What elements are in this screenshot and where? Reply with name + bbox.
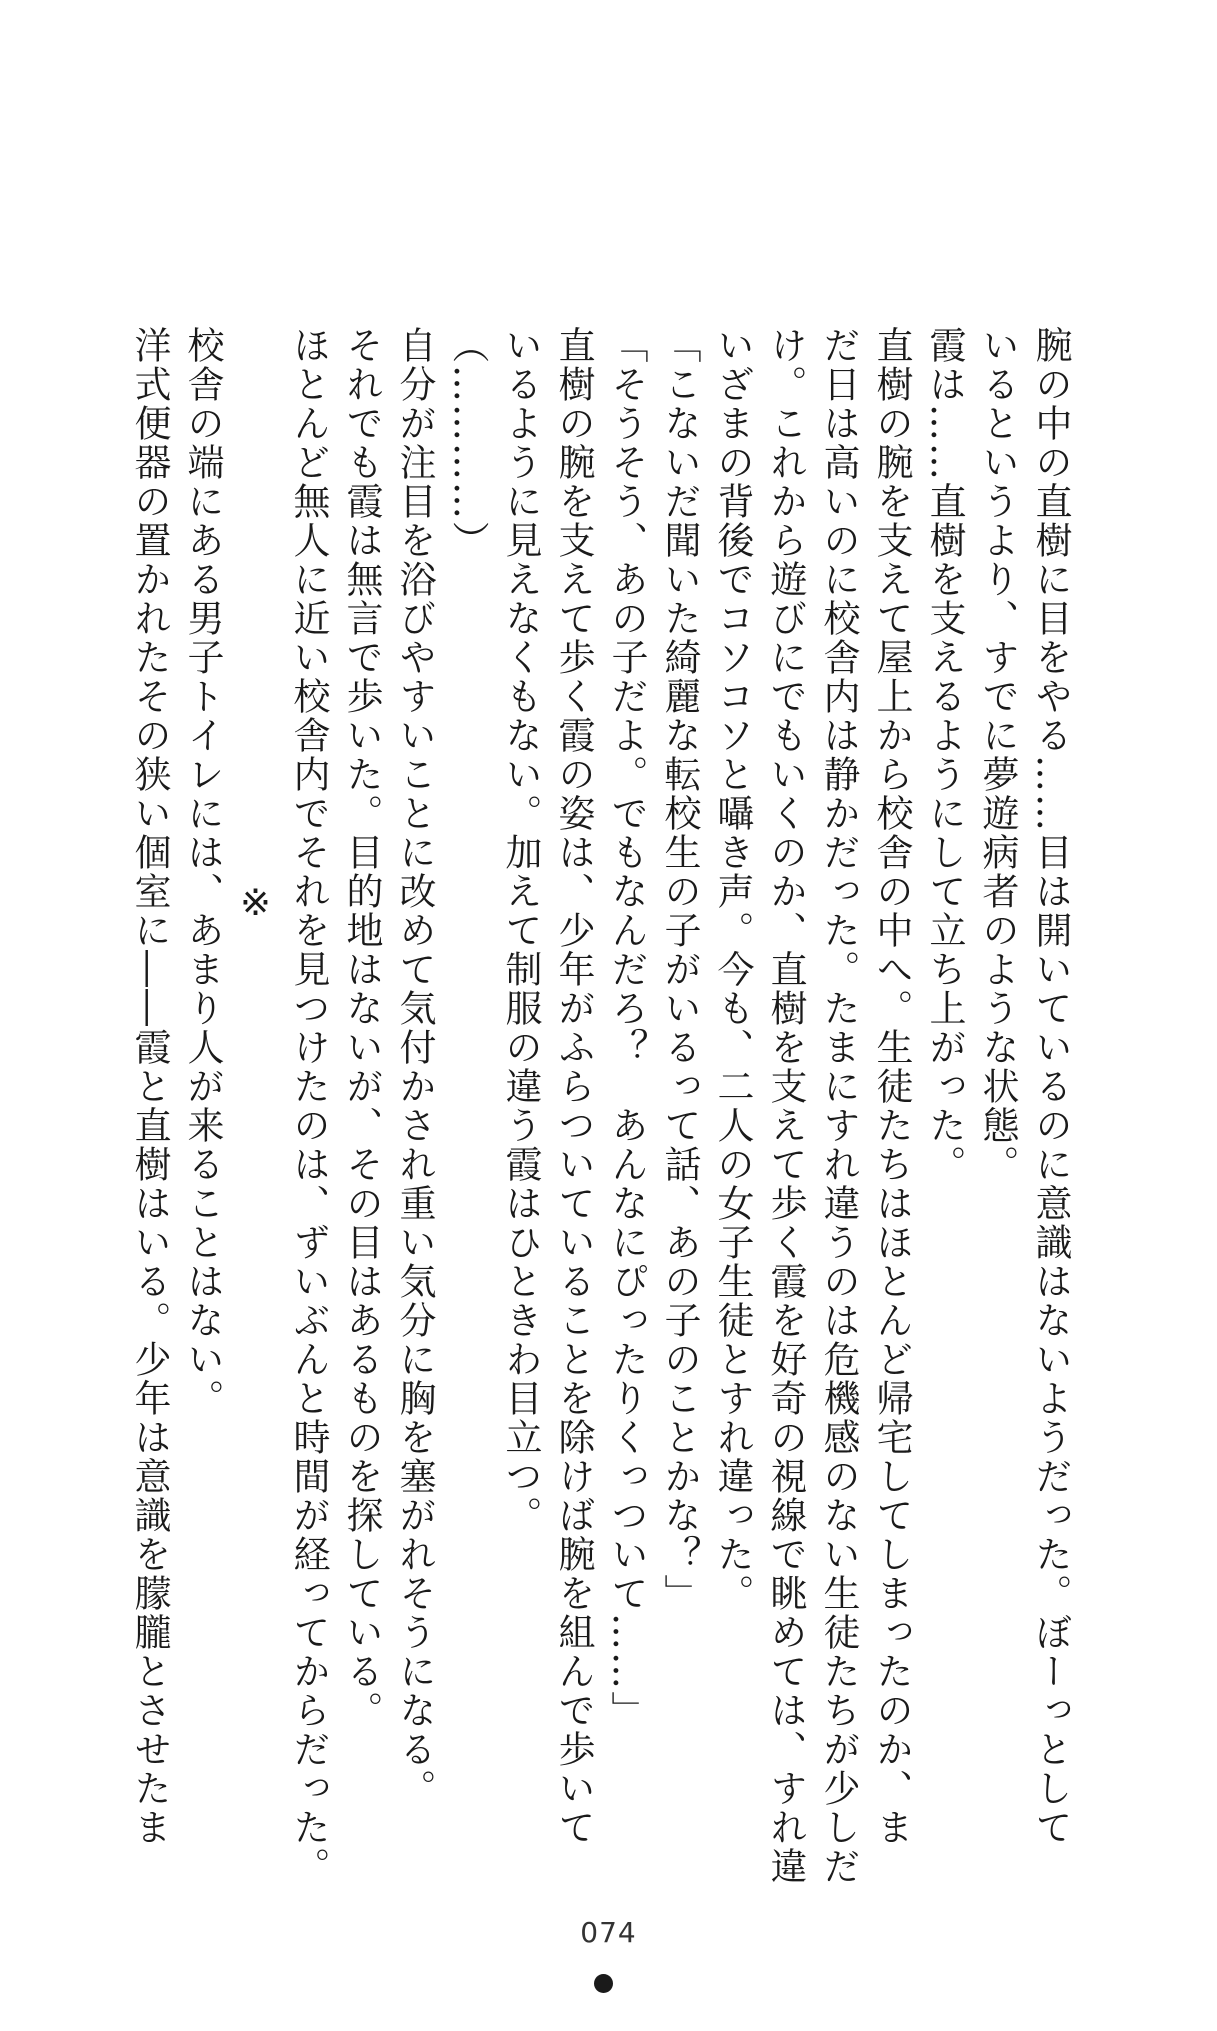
text-line: いるというより、すでに夢遊病者のような状態。 bbox=[976, 326, 1019, 1184]
text-line: 直樹の腕を支えて歩く霞の姿は、少年がふらついていることを除けば腕を組んで歩いて bbox=[552, 326, 595, 1847]
vertical-text-body bbox=[128, 326, 1077, 1886]
text-line: いざまの背後でコソコソと囁き声。今も、二人の女子生徒とすれ違った。 bbox=[711, 326, 754, 1613]
thought-line: （…………） bbox=[446, 326, 489, 560]
section-break-mark: ※ bbox=[234, 881, 277, 926]
page-dot-ornament bbox=[594, 1974, 613, 1993]
text-line: け。これから遊びにでもいくのか、直樹を支えて歩く霞を好奇の視線で眺めては、すれ違 bbox=[764, 326, 807, 1886]
dialogue-line: 「こないだ聞いた綺麗な転校生の子がいるって話、あの子のことかな？」 bbox=[658, 326, 701, 1613]
text-line: 洋式便器の置かれたその狭い個室に――霞と直樹はいる。少年は意識を朦朧とさせたま bbox=[128, 326, 171, 1847]
text-line: だ日は高いのに校舎内は静かだった。たまにすれ違うのは危機感のない生徒たちが少しだ bbox=[817, 326, 860, 1886]
text-line: 自分が注目を浴びやすいことに改めて気付かされ重い気分に胸を塞がれそうになる。 bbox=[393, 326, 436, 1808]
text-line: 校舎の端にある男子トイレには、あまり人が来ることはない。 bbox=[181, 326, 224, 1418]
page-number: 074 bbox=[580, 1916, 637, 1949]
dialogue-line: 「そうそう、あの子だよ。でもなんだろ？ あんなにぴったりくっついて……」 bbox=[605, 326, 648, 1730]
text-line: 腕の中の直樹に目をやる……目は開いているのに意識はないようだった。ぼーっとして bbox=[1029, 326, 1072, 1847]
text-line: それでも霞は無言で歩いた。目的地はないが、その目はあるものを探している。 bbox=[340, 326, 383, 1730]
text-line: 直樹の腕を支えて屋上から校舎の中へ。生徒たちはほとんど帰宅してしまったのか、ま bbox=[870, 326, 913, 1847]
text-line: いるように見えなくもない。加えて制服の違う霞はひときわ目立つ。 bbox=[499, 326, 542, 1535]
text-line: ほとんど無人に近い校舎内でそれを見つけたのは、ずいぶんと時間が経ってからだった。 bbox=[287, 326, 330, 1886]
text-line: 霞は……直樹を支えるようにして立ち上がった。 bbox=[923, 326, 966, 1184]
